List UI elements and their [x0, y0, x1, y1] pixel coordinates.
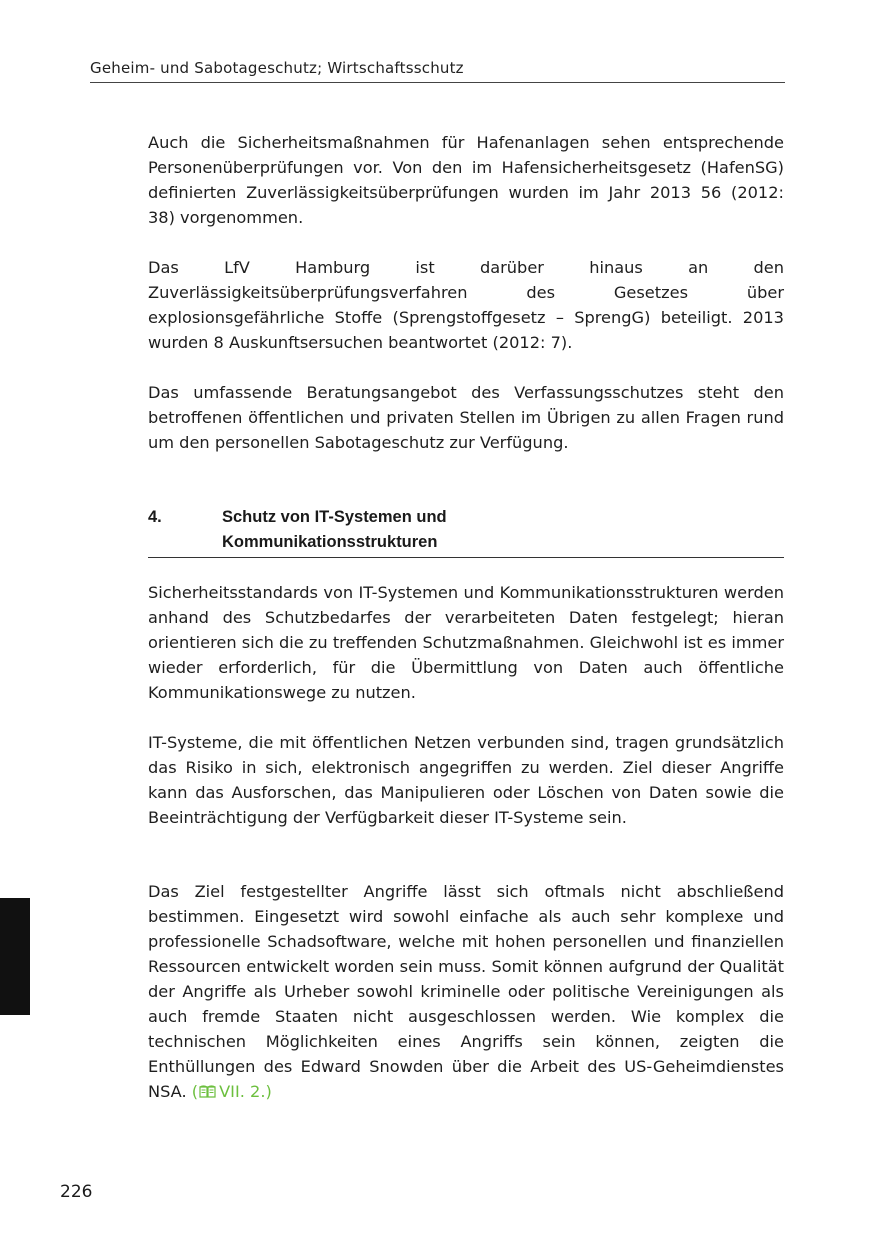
paragraph-sprengg: Das LfV Hamburg ist darüber hinaus an den Zuverlässigkeitsüberprüfungsverfahren des Gesetzes über explosionsgefährliche Stoffe (Sprengstoffgesetz – SprengG) beteiligt. 2013 wurden 8 Auskunftsersuchen beantwortet (2012: 7). [148, 258, 784, 352]
section-number: 4. [148, 508, 162, 526]
section-title-line-2: Kommunikationsstrukturen [222, 533, 438, 551]
paragraph-hafen: Auch die Sicherheitsmaßnahmen für Hafenanlagen sehen entsprechende Personenüberprüfungen vor. Von den im Hafensicherheitsgesetz (HafenSG) definierten Zuverlässigkeitsüberprüfungen wurden im Jahr 2013 56 (2012: 38) vorgenommen. [148, 133, 784, 227]
cross-reference-link[interactable] [192, 1082, 272, 1101]
running-header: Geheim- und Sabotageschutz; Wirtschaftsschutz [90, 59, 464, 77]
paragraph-it-systeme: IT-Systeme, die mit öffentlichen Netzen verbunden sind, tragen grundsätzlich das Risiko in sich, elektronisch angegriffen zu werden. Ziel dieser Angriffe kann das Ausforschen, das Manipulieren oder Löschen von Daten sowie die Beeinträchtigung der Verfügbarkeit dieser IT-Systeme sein. [148, 733, 784, 827]
paragraph-angriffe-text: Das Ziel festgestellter Angriffe lässt sich oftmals nicht abschließend bestimmen. Eingesetzt wird sowohl einfache als auch sehr komplexe und professionelle Schadsoftware, welche mit hohen personellen und finanziellen Ressourcen entwickelt worden sein muss. Somit können aufgrund der Qualität der Angriffe als Urheber sowohl kriminelle oder politische Vereinigungen als auch fremde Staaten nicht ausgeschlossen werden. Wie komplex die technischen Möglichkeiten eines Angriffs sein können, zeigten die Enthüllungen des Edward Snowden über die Arbeit des US-Geheimdienstes NSA. [148, 882, 784, 1101]
header-rule [90, 82, 785, 83]
cross-reference-text: VII. 2.) [219, 1082, 272, 1101]
section-title-line-1: Schutz von IT-Systemen und [222, 508, 447, 526]
cross-reference-open: ( [191, 1082, 199, 1101]
section-heading [148, 505, 784, 558]
paragraph-beratung: Das umfassende Beratungsangebot des Verfassungsschutzes steht den betroffenen öffentlichen und privaten Stellen im Übrigen zu allen Fragen rund um den personellen Sabotageschutz zur Verfügung. [148, 383, 784, 452]
page-number: 226 [60, 1182, 93, 1202]
book-icon [199, 1084, 216, 1099]
chapter-side-tab [0, 898, 30, 1015]
paragraph-sicherheitsstandards: Sicherheitsstandards von IT-Systemen und Kommunikationsstrukturen werden anhand des Schutzbedarfes der verarbeiteten Daten festgelegt; hieran orientieren sich die zu treffenden Schutzmaßnahmen. Gleichwohl ist es immer wieder erforderlich, für die Übermittlung von Daten auch öffentliche Kommunikationswege zu nutzen. [148, 583, 784, 702]
paragraph-angriffe [148, 879, 784, 1104]
